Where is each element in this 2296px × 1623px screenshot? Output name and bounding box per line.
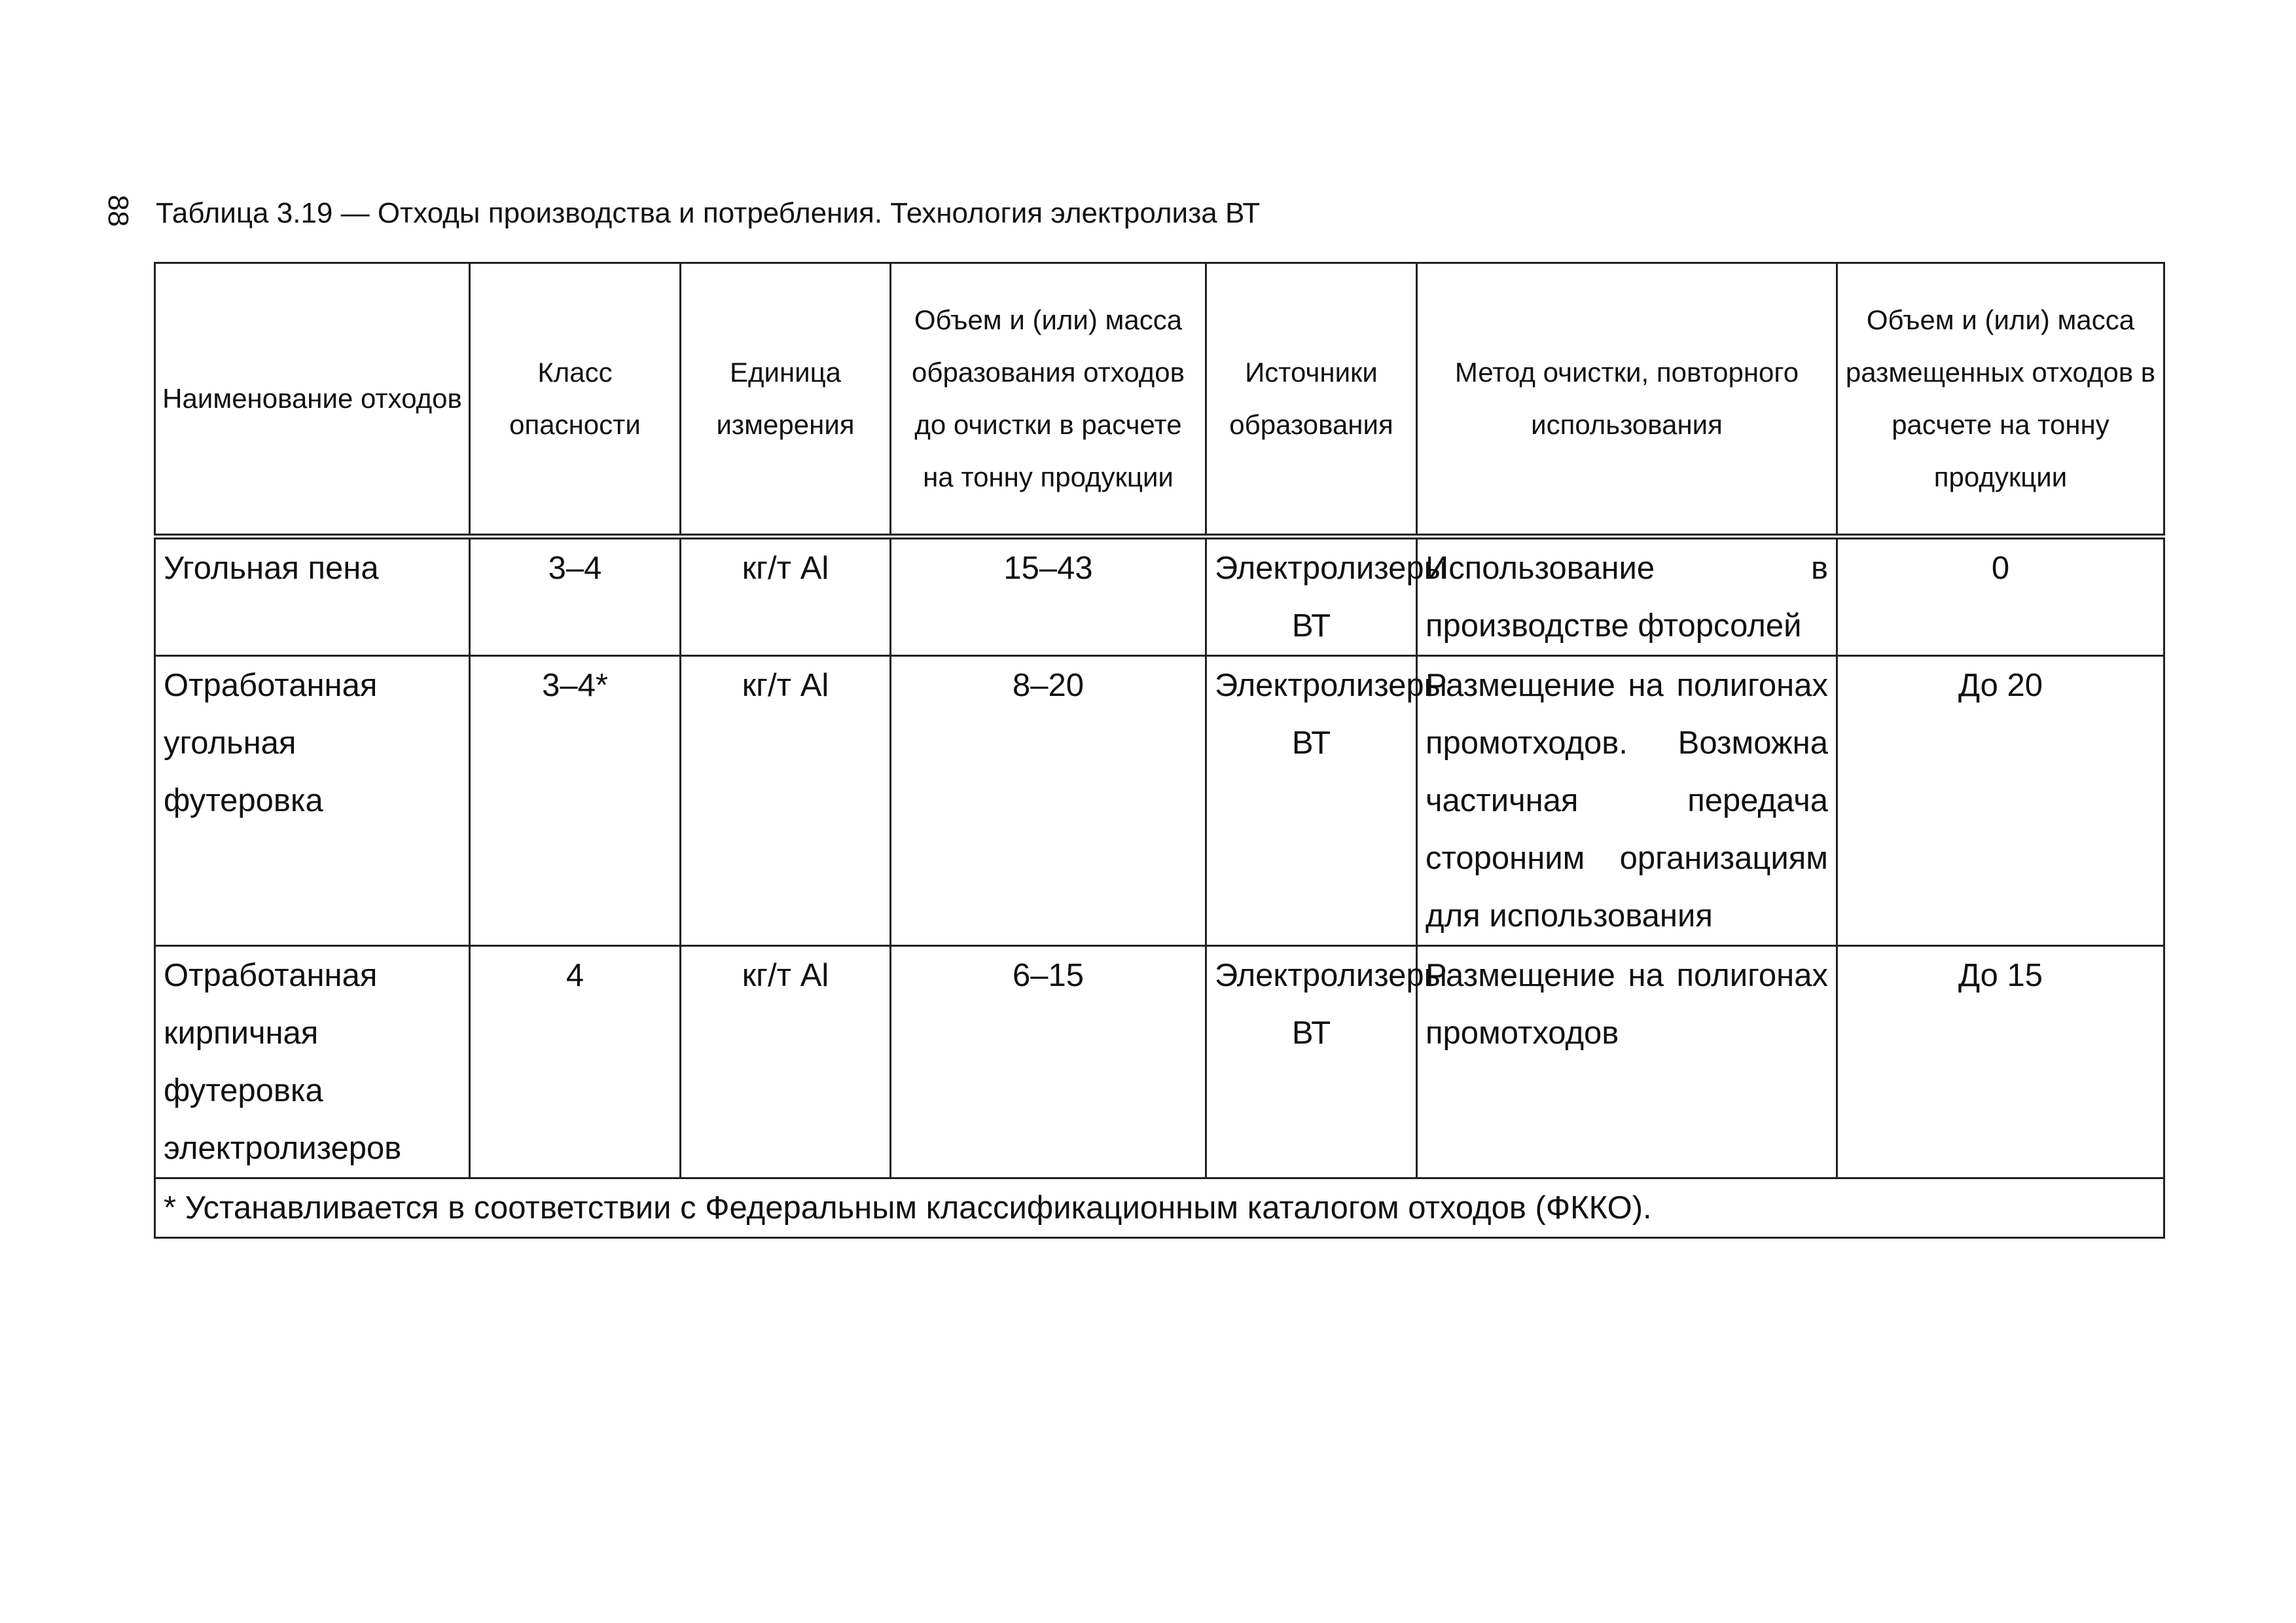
header-waste-name: Наименование отходов [155,263,470,537]
cell-unit: кг/т Al [681,946,891,1178]
cell-waste-name: Угольная пена [155,537,470,656]
header-volume-before: Объем и (или) масса образования отходов до очистки в расчете на тонну продукции [891,263,1206,537]
table-row [155,656,2164,946]
cell-waste-name: Отработанная кирпичная футеровка электролизеров [155,946,470,1178]
cell-method: Использование в производстве фторсолей [1417,537,1837,656]
cell-unit: кг/т Al [681,656,891,946]
table-row [155,537,2164,656]
table-footnote: * Устанавливается в соответствии с Федеральным классификационным каталогом отходов (ФККО). [155,1178,2164,1238]
header-source: Источники образования [1206,263,1417,537]
cell-volume-before: 15–43 [891,537,1206,656]
header-volume-placed: Объем и (или) масса размещенных отходов в расчете на тонну продукции [1837,263,2164,537]
cell-volume-placed: До 15 [1837,946,2164,1178]
cell-waste-name: Отработанная угольная футеровка [155,656,470,946]
table-row [155,946,2164,1178]
cell-hazard-class: 3–4* [470,656,681,946]
cell-method: Размещение на полигонах промотходов. Возможна частичная передача сторонним организациям для использования [1417,656,1837,946]
header-method: Метод очистки, повторного использования [1417,263,1837,537]
table-caption: Таблица 3.19 — Отходы производства и потребления. Технология электролиза ВТ [156,197,1261,229]
cell-source: Электролизеры ВТ [1206,946,1417,1178]
cell-volume-placed: До 20 [1837,656,2164,946]
footnote-row [155,1178,2164,1238]
cell-volume-placed: 0 [1837,537,2164,656]
waste-table [154,262,2165,1239]
cell-source: Электролизеры ВТ [1206,656,1417,946]
cell-volume-before: 8–20 [891,656,1206,946]
cell-source: Электролизеры ВТ [1206,537,1417,656]
page-number: 88 [102,194,134,227]
cell-volume-before: 6–15 [891,946,1206,1178]
cell-hazard-class: 3–4 [470,537,681,656]
cell-method: Размещение на полигонах промотходов [1417,946,1837,1178]
header-row [155,263,2164,537]
cell-hazard-class: 4 [470,946,681,1178]
cell-unit: кг/т Al [681,537,891,656]
header-unit: Единица измерения [681,263,891,537]
header-hazard-class: Класс опасности [470,263,681,537]
